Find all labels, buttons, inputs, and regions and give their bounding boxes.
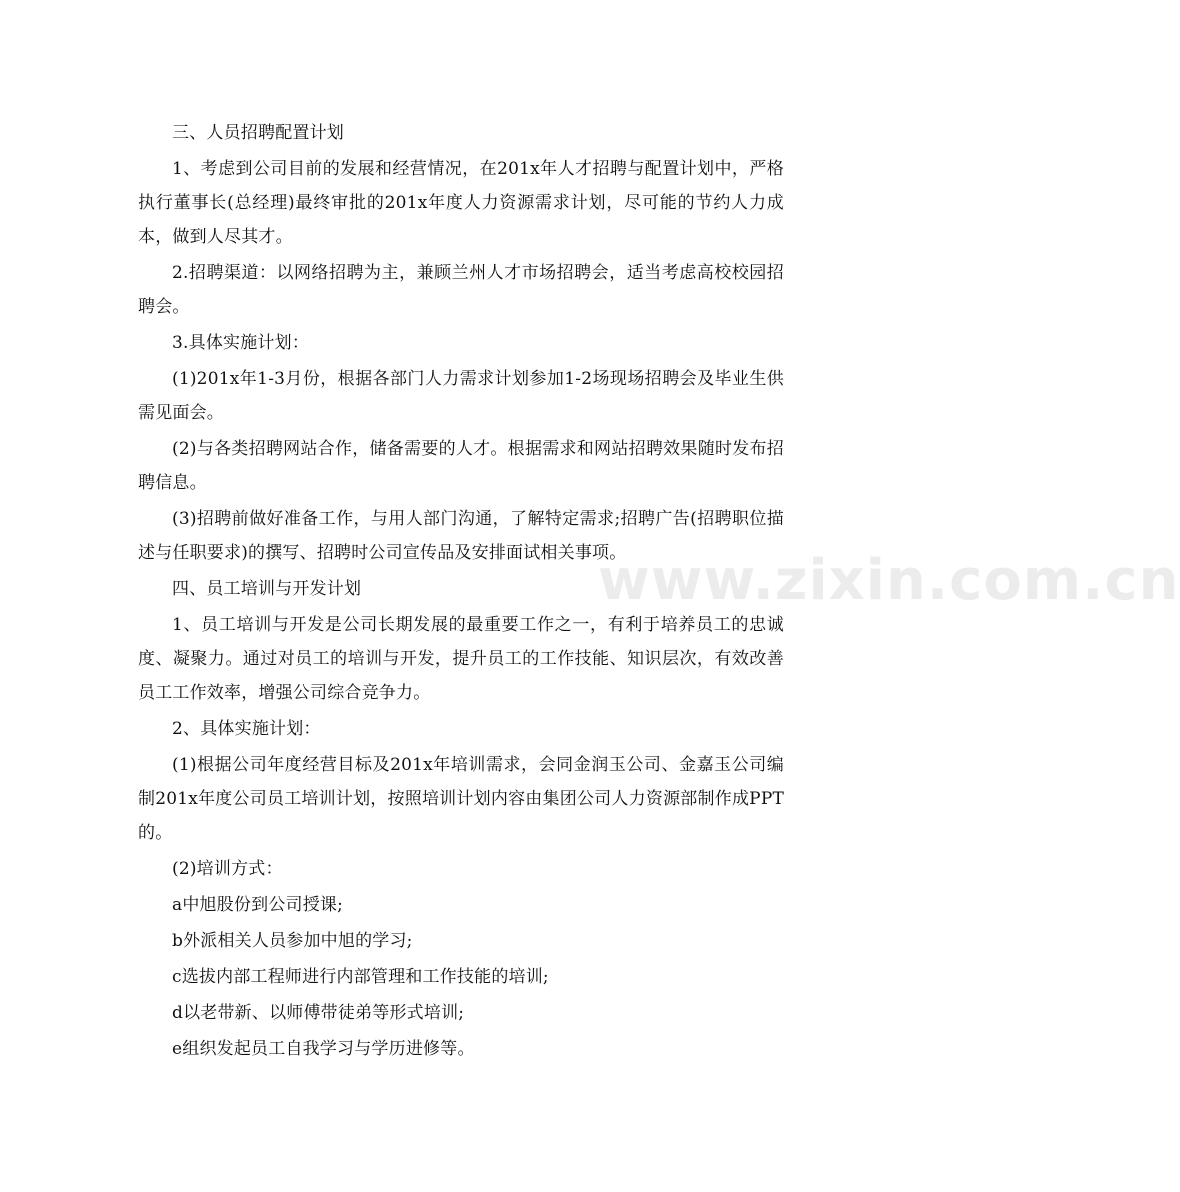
section-heading-training: 四、员工培训与开发计划 (172, 579, 362, 599)
watermark: www.zixin.com.cn (598, 548, 1180, 613)
paragraph-plan-item-1: (1)201x年1-3月份，根据各部门人力需求计划参加1-2场现场招聘会及毕业生供需见面会。 (138, 369, 784, 423)
list-item-training-b: b外派相关人员参加中旭的学习; (172, 931, 413, 951)
paragraph-training-plan-heading: 2、具体实施计划： (172, 719, 321, 739)
document-body (138, 116, 784, 1068)
paragraph-plan-item-2: (2)与各类招聘网站合作，储备需要的人才。根据需求和网站招聘效果随时发布招聘信息。 (138, 439, 784, 493)
paragraph-training-methods-heading: (2)培训方式： (172, 859, 283, 879)
section-heading-recruitment: 三、人员招聘配置计划 (172, 123, 344, 143)
paragraph-training-importance: 1、员工培训与开发是公司长期发展的最重要工作之一，有利于培养员工的忠诚度、凝聚力。通过对员工的培训与开发，提升员工的工作技能、知识层次，有效改善员工工作效率，增强公司综合竞争力。 (138, 615, 784, 703)
paragraph-implementation-plan-heading: 3.具体实施计划： (172, 333, 310, 353)
list-item-training-a: a中旭股份到公司授课; (172, 895, 344, 915)
list-item-training-c: c选拔内部工程师进行内部管理和工作技能的培训; (172, 967, 549, 987)
paragraph-recruitment-principle: 1、考虑到公司目前的发展和经营情况，在201x年人才招聘与配置计划中，严格执行董事长(总经理)最终审批的201x年度人力资源需求计划，尽可能的节约人力成本，做到人尽其才。 (138, 159, 784, 247)
list-item-training-e: e组织发起员工自我学习与学历进修等。 (172, 1039, 475, 1059)
list-item-training-d: d以老带新、以师傅带徒弟等形式培训; (172, 1003, 465, 1023)
paragraph-recruitment-channels: 2.招聘渠道：以网络招聘为主，兼顾兰州人才市场招聘会，适当考虑高校校园招聘会。 (138, 263, 784, 317)
paragraph-training-plan-item-1: (1)根据公司年度经营目标及201x年培训需求，会同金润玉公司、金嘉玉公司编制201x年度公司员工培训计划，按照培训计划内容由集团公司人力资源部制作成PPT的。 (138, 755, 784, 843)
paragraph-plan-item-3: (3)招聘前做好准备工作，与用人部门沟通，了解特定需求;招聘广告(招聘职位描述与任职要求)的撰写、招聘时公司宣传品及安排面试相关事项。 (138, 509, 784, 563)
